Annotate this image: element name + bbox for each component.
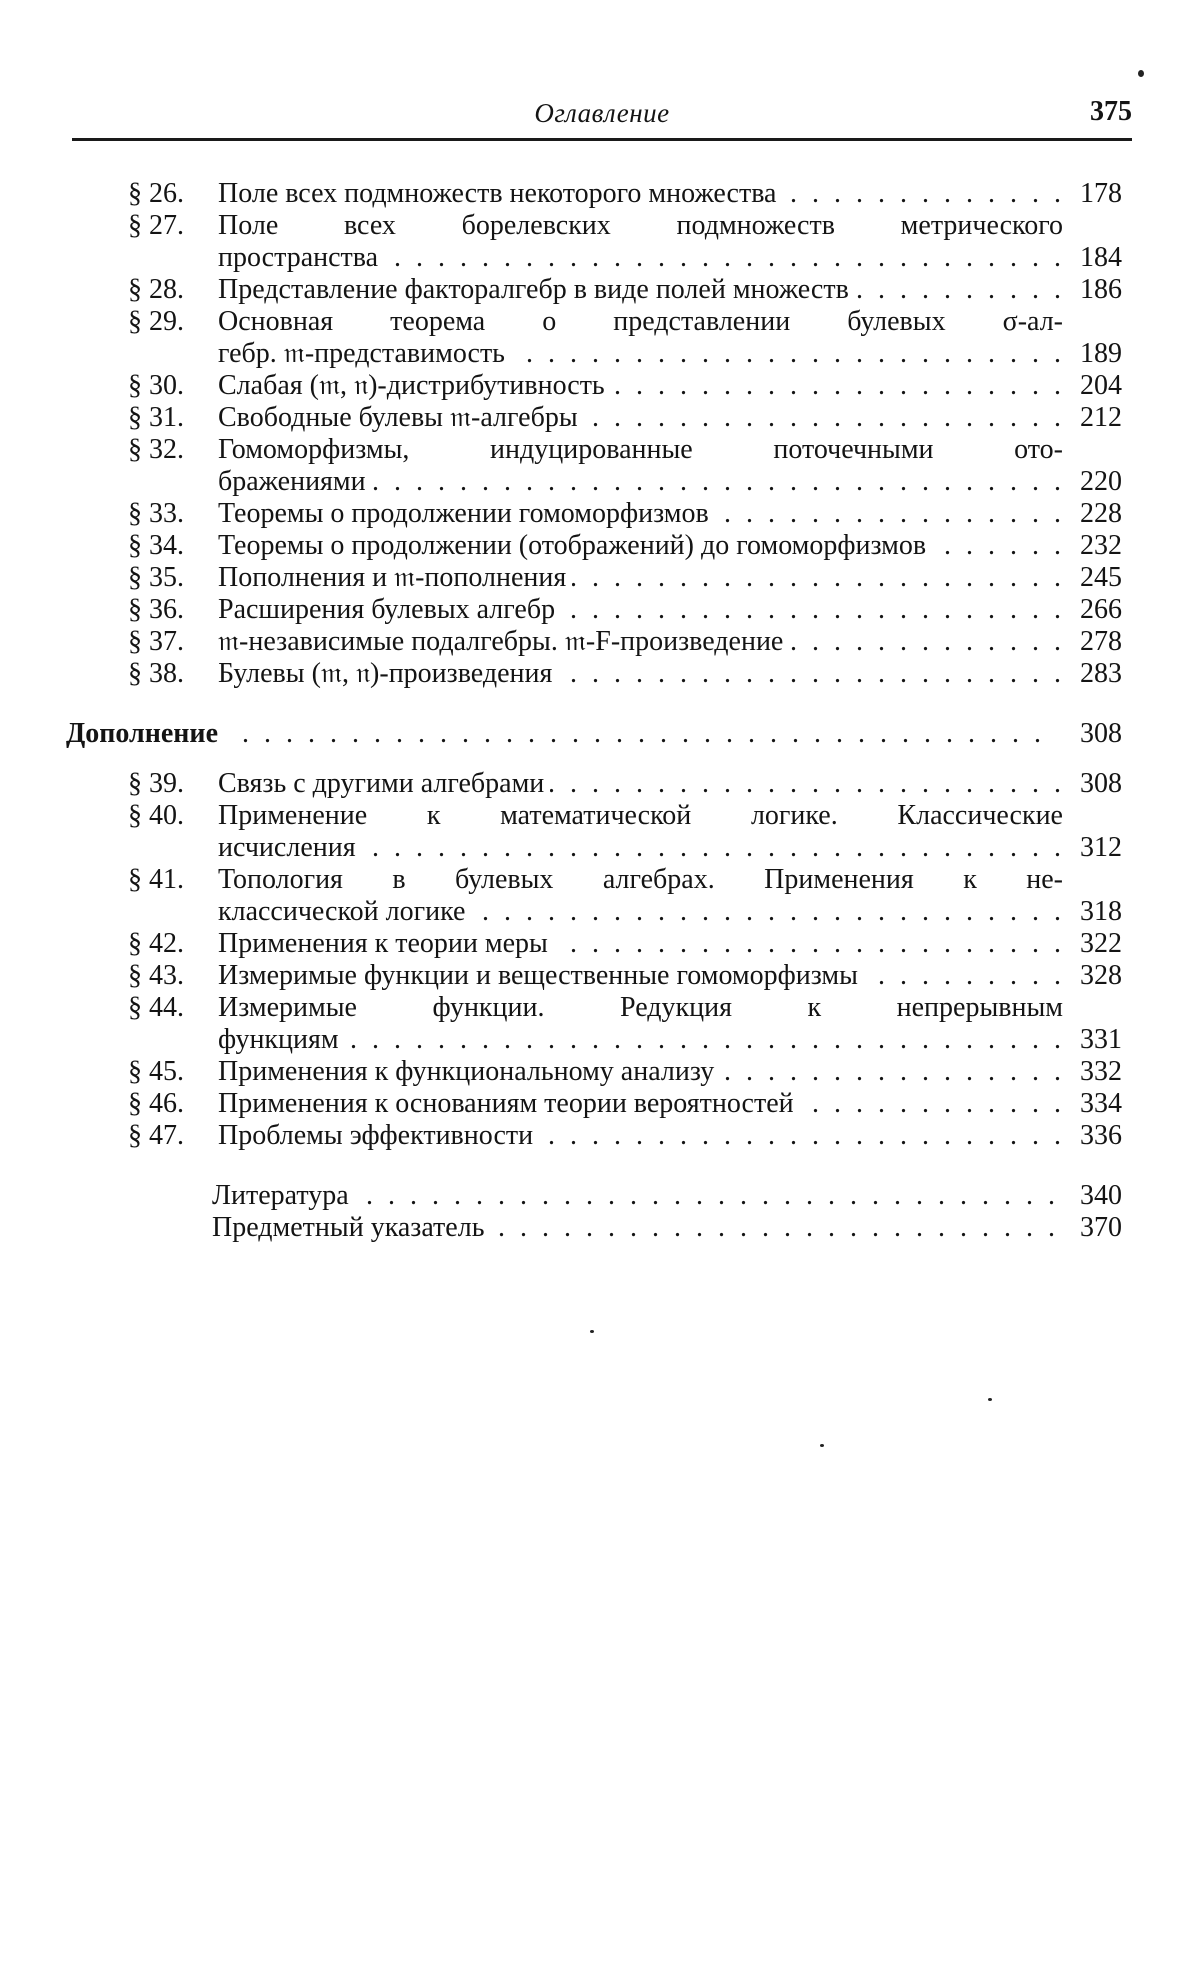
entry-page-number: 336 (1074, 1120, 1122, 1152)
toc-entry (0, 434, 1200, 498)
entry-title-leader (218, 178, 1063, 210)
toc-entry (0, 498, 1200, 530)
entry-page-number: 212 (1074, 402, 1122, 434)
section-mark: § 28. (128, 274, 184, 305)
entry-title-line: Расширения булевых алгебр (218, 594, 561, 625)
entry-title-leader (218, 658, 1063, 690)
appendix-entry (0, 992, 1200, 1056)
entry-title-leader (218, 402, 1063, 434)
entry-page-number: 334 (1074, 1088, 1122, 1120)
entry-title-line: пространства (218, 242, 384, 273)
table-of-contents (0, 178, 1200, 1244)
entry-title-leader (218, 530, 1063, 562)
entry-page-number: 186 (1074, 274, 1122, 306)
running-title: Оглавление (534, 98, 670, 128)
entry-page-number: 266 (1074, 594, 1122, 626)
entry-title-line: Применения к основаниям теории вероятностей (218, 1088, 800, 1119)
entry-title-line: Слабая (𝔪, 𝔫)-дистрибутивность (218, 370, 611, 401)
print-speck (820, 1444, 824, 1447)
entry-title-leader (218, 370, 1063, 402)
entry-page-number: 178 (1074, 178, 1122, 210)
entry-page-number: 312 (1074, 832, 1122, 864)
entry-title-line: 𝔪-независимые подалгебры. 𝔪-F-произведение (218, 626, 789, 657)
print-speck (590, 1330, 594, 1333)
entry-title-leader (218, 562, 1063, 594)
entry-page-number: 308 (1074, 768, 1122, 800)
entry-page-number: 322 (1074, 928, 1122, 960)
entry-title-leader (218, 1088, 1063, 1120)
entry-title-leader (218, 1056, 1063, 1088)
entry-page-number: 228 (1074, 498, 1122, 530)
entry-title-line: Свободные булевы 𝔪-алгебры (218, 402, 584, 433)
section-mark: § 32. (128, 434, 184, 465)
entry-title-line: Пополнения и 𝔪-пополнения (218, 562, 572, 593)
section-mark: § 27. (128, 210, 184, 241)
back-matter-page-number: 340 (1074, 1180, 1122, 1212)
entry-title-line: Теоремы о продолжении (отображений) до гомоморфизмов (218, 530, 932, 561)
entry-page-number: 331 (1074, 1024, 1122, 1056)
toc-entry (0, 658, 1200, 690)
toc-entry (0, 402, 1200, 434)
section-mark: § 46. (128, 1088, 184, 1119)
back-matter-leader (212, 1180, 1063, 1212)
entry-title-line: Основная теорема о представлении булевых σ-ал- (218, 306, 1063, 337)
section-mark: § 30. (128, 370, 184, 401)
entry-title-line: Топология в булевых алгебрах. Применения к не- (218, 864, 1063, 895)
section-spacer (0, 1152, 1200, 1180)
section-mark: § 31. (128, 402, 184, 433)
appendix-entry (0, 1120, 1200, 1152)
entry-title-line: Измеримые функции. Редукция к непрерывным (218, 992, 1063, 1023)
section-mark: § 39. (128, 768, 184, 799)
entry-title-leader (218, 960, 1063, 992)
entry-title-line: гебр. 𝔪-представимость (218, 338, 511, 369)
appendix-entry (0, 800, 1200, 864)
section-mark: § 35. (128, 562, 184, 593)
entry-title-line: функциям (218, 1024, 345, 1055)
entry-title-leader (218, 1024, 1063, 1056)
entry-title-line: Применения к теории меры (218, 928, 554, 959)
entry-page-number: 232 (1074, 530, 1122, 562)
appendix-entry (0, 768, 1200, 800)
section-mark: § 37. (128, 626, 184, 657)
print-speck (1138, 70, 1144, 77)
entry-title-leader (218, 498, 1063, 530)
entry-title-line: Теоремы о продолжении гомоморфизмов (218, 498, 715, 529)
section-spacer (0, 750, 1200, 768)
appendix-page-number: 308 (1074, 718, 1122, 750)
section-mark: § 38. (128, 658, 184, 689)
entry-title-line: классической логике (218, 896, 471, 927)
entry-title-leader (218, 242, 1063, 274)
entry-title-line: бражениями (218, 466, 372, 497)
page-header (72, 92, 1132, 141)
appendix-entry (0, 1056, 1200, 1088)
page-number: 375 (1090, 96, 1132, 127)
entry-title-leader (218, 768, 1063, 800)
entry-page-number: 283 (1074, 658, 1122, 690)
appendix-entry (0, 1088, 1200, 1120)
appendix-entry (0, 928, 1200, 960)
toc-entry (0, 274, 1200, 306)
entry-page-number: 328 (1074, 960, 1122, 992)
section-mark: § 45. (128, 1056, 184, 1087)
toc-entry (0, 530, 1200, 562)
section-spacer (0, 690, 1200, 718)
entry-title-line: Поле всех борелевских подмножеств метрического (218, 210, 1063, 241)
entry-title-leader (218, 594, 1063, 626)
back-matter-label: Предметный указатель (212, 1212, 490, 1243)
appendix-entry (0, 960, 1200, 992)
appendix-label: Дополнение (66, 718, 226, 750)
entry-title-leader (218, 928, 1063, 960)
entry-page-number: 245 (1074, 562, 1122, 594)
entry-page-number: 184 (1074, 242, 1122, 274)
entry-title-leader (218, 466, 1063, 498)
appendix-entry (0, 864, 1200, 928)
entry-title-line: Представление факторалгебр в виде полей множеств (218, 274, 855, 305)
section-mark: § 44. (128, 992, 184, 1023)
toc-entry (0, 626, 1200, 658)
back-matter-leader (212, 1212, 1063, 1244)
back-matter-page-number: 370 (1074, 1212, 1122, 1244)
section-mark: § 29. (128, 306, 184, 337)
toc-entry (0, 594, 1200, 626)
entry-title-leader (218, 338, 1063, 370)
back-matter-entry (0, 1180, 1200, 1212)
entry-page-number: 318 (1074, 896, 1122, 928)
toc-entry (0, 178, 1200, 210)
toc-entry (0, 562, 1200, 594)
entry-title-line: Гомоморфизмы, индуцированные поточечными ото- (218, 434, 1063, 465)
entry-title-leader (218, 1120, 1063, 1152)
section-mark: § 41. (128, 864, 184, 895)
entry-title-line: Связь с другими алгебрами (218, 768, 550, 799)
entry-title-leader (218, 626, 1063, 658)
entry-title-line: Применение к математической логике. Классические (218, 800, 1063, 831)
back-matter-entry (0, 1212, 1200, 1244)
entry-title-line: Проблемы эффективности (218, 1120, 539, 1151)
entry-title-line: Применения к функциональному анализу (218, 1056, 720, 1087)
toc-entry (0, 210, 1200, 274)
entry-title-line: Булевы (𝔪, 𝔫)-произведения (218, 658, 558, 689)
appendix-heading (0, 718, 1200, 750)
entry-page-number: 278 (1074, 626, 1122, 658)
print-speck (988, 1398, 992, 1401)
section-mark: § 42. (128, 928, 184, 959)
section-mark: § 33. (128, 498, 184, 529)
toc-entry (0, 306, 1200, 370)
section-mark: § 26. (128, 178, 184, 209)
entry-title-line: Поле всех подмножеств некоторого множества (218, 178, 782, 209)
back-matter-label: Литература (212, 1180, 355, 1211)
section-mark: § 40. (128, 800, 184, 831)
entry-title-line: Измеримые функции и вещественные гомоморфизмы (218, 960, 864, 991)
toc-entry (0, 370, 1200, 402)
entry-title-leader (218, 274, 1063, 306)
entry-title-line: исчисления (218, 832, 362, 863)
entry-page-number: 332 (1074, 1056, 1122, 1088)
entry-page-number: 189 (1074, 338, 1122, 370)
entry-title-leader (218, 896, 1063, 928)
section-mark: § 47. (128, 1120, 184, 1151)
section-mark: § 34. (128, 530, 184, 561)
entry-title-leader (218, 832, 1063, 864)
entry-page-number: 204 (1074, 370, 1122, 402)
entry-page-number: 220 (1074, 466, 1122, 498)
section-mark: § 43. (128, 960, 184, 991)
section-mark: § 36. (128, 594, 184, 625)
